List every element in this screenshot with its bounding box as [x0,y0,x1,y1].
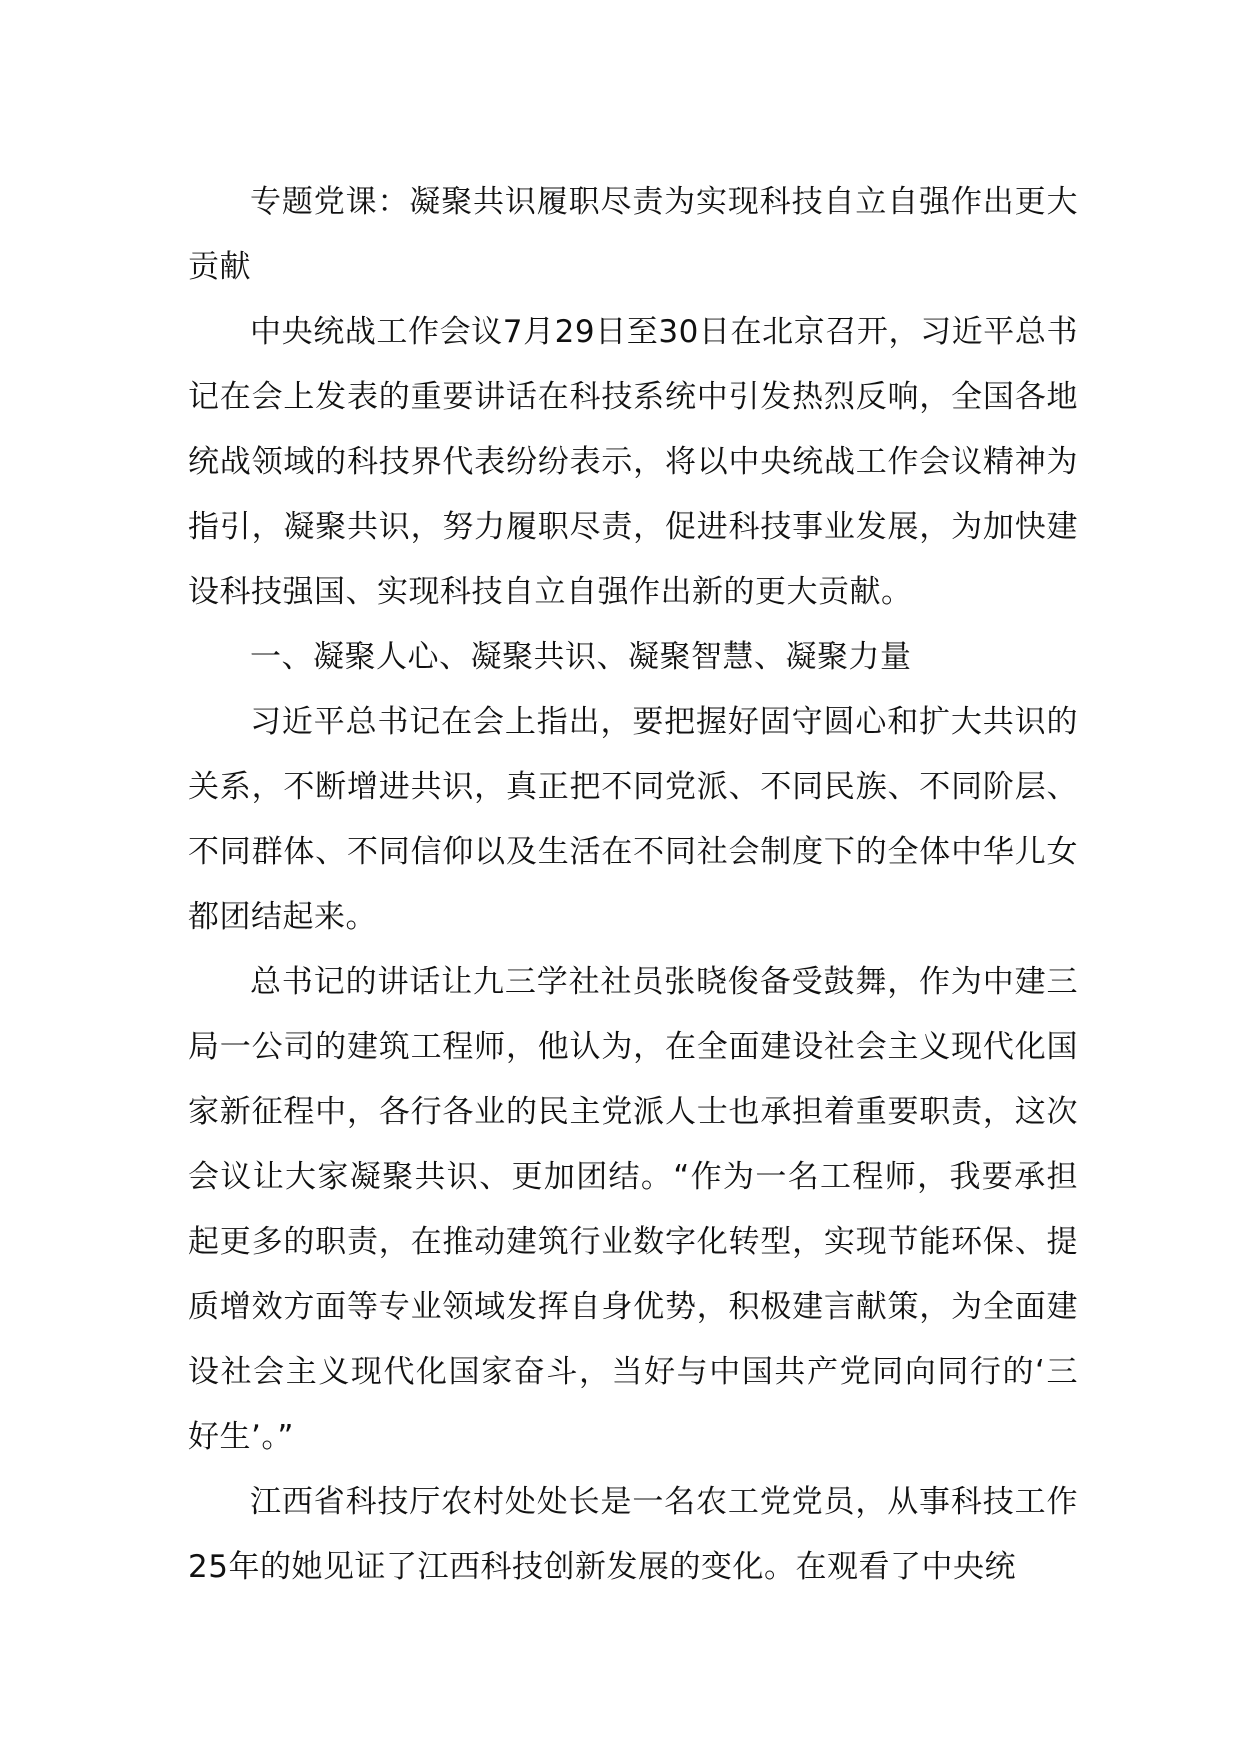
paragraph-jiangxi: 江西省科技厅农村处处长是一名农工党党员，从事科技工作25年的她见证了江西科技创新发展的变化。在观看了中央统 [188,1484,1078,1585]
paragraph-xi-remarks: 习近平总书记在会上指出，要把握好固守圆心和扩大共识的关系，不断增进共识，真正把不同党派、不同民族、不同阶层、不同群体、不同信仰以及生活在不同社会制度下的全体中华儿女都团结起来。 [188,704,1078,935]
document-body [188,170,1078,1600]
section-heading-1: 一、凝聚人心、凝聚共识、凝聚智慧、凝聚力量 [250,639,912,675]
paragraph-intro: 中央统战工作会议7月29日至30日在北京召开，习近平总书记在会上发表的重要讲话在科技系统中引发热烈反响，全国各地统战领域的科技界代表纷纷表示，将以中央统战工作会议精神为指引，凝聚共识，努力履职尽责，促进科技事业发展，为加快建设科技强国、实现科技自立自强作出新的更大贡献。 [188,314,1078,610]
paragraph-zhang-xiaojun: 总书记的讲话让九三学社社员张晓俊备受鼓舞，作为中建三局一公司的建筑工程师，他认为，在全面建设社会主义现代化国家新征程中，各行各业的民主党派人士也承担着重要职责，这次会议让大家凝聚共识、更加团结。“作为一名工程师，我要承担起更多的职责，在推动建筑行业数字化转型，实现节能环保、提质增效方面等专业领域发挥自身优势，积极建言献策，为全面建设社会主义现代化国家奋斗，当好与中国共产党同向同行的‘三好生’。” [188,964,1078,1455]
document-title: 专题党课：凝聚共识履职尽责为实现科技自立自强作出更大贡献 [188,184,1078,285]
